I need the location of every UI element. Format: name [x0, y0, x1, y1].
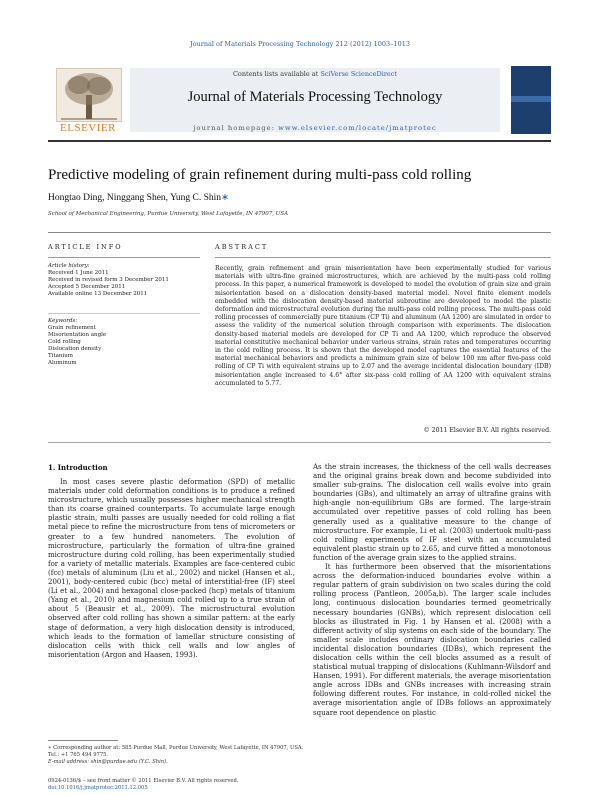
author-list: Hongtao Ding, Ninggang Shen, Yung C. Shin∗: [48, 193, 229, 203]
issn-line: 0924-0136/$ – see front matter © 2011 Elsevier B.V. All rights reserved.: [48, 778, 239, 784]
article-info-rule: [48, 257, 200, 258]
body-column-right: [313, 463, 551, 718]
keywords-label: Keywords:: [48, 318, 78, 324]
history-item: Received 1 June 2011: [48, 270, 109, 276]
abstract-heading: ABSTRACT: [215, 243, 269, 251]
article-info-heading: ARTICLE INFO: [48, 243, 123, 251]
keyword: Titanium: [48, 353, 73, 359]
footnote-rule: [48, 740, 118, 741]
footnote: [48, 745, 308, 765]
history-item: Available online 13 December 2011: [48, 291, 148, 297]
affiliation: School of Mechanical Engineering, Purdue University, West Lafayette, IN 47907, USA: [48, 211, 289, 217]
paragraph: In most cases severe plastic deformation (SPD) of metallic materials under cold deformation conditions is to produce a refined microstructure, which usually possesses higher mechanical strength than its coarse grained counterparts. To accumulate large enough plastic strain, multi passes are usually needed for cold rolling a flat metal piece to refine the microstructure from tens of micrometers or greater to a few hundred nanometers. The evolution of microstructure, particularly the formation of ultra-fine grained microstructure during cold rolling, has been experimentally studied for a variety of metallic materials. Examples are face-centered cubic (fcc) metals of aluminum (Liu et al., 2002) and nickel (Hansen et al., 2001), body-centered cubic (bcc) metal of interstitial-free (IF) steel (Li et al., 2004) and hexagonal close-packed (hcp) metals of titanium (Yang et al., 2010) and magnesium cold rolled up to a true strain of about 5 (Beausir et al., 2009). The microstructural evolution observed after cold rolling has shown a similar pattern: at the early stage of deformation, a very high dislocation density is introduced, which leads to the formation of lamellar structure consisting of dislocation cells with thick cell walls and low angles of misorientation (Argon and Haasen, 1993).: [48, 478, 295, 659]
body-column-left: [48, 478, 295, 660]
introduction-heading: 1. Introduction: [48, 463, 108, 472]
elsevier-tree-logo: [56, 68, 122, 122]
publisher-logo-text: ELSEVIER: [60, 122, 116, 134]
title-rule: [48, 232, 551, 233]
copyright: © 2011 Elsevier B.V. All rights reserved.: [423, 427, 551, 434]
article-history: [48, 263, 200, 298]
doi-link[interactable]: doi:10.1016/j.jmatprotec.2011.12.005: [48, 785, 148, 791]
keyword: Aluminum: [48, 360, 77, 366]
history-label: Article history:: [48, 263, 90, 269]
abstract-rule: [215, 257, 551, 258]
article-info-divider: [48, 313, 200, 314]
homepage-link[interactable]: www.elsevier.com/locate/jmatprotec: [278, 124, 437, 132]
journal-homepage: journal homepage: www.elsevier.com/locate/jmatprotec: [193, 124, 437, 132]
keywords: [48, 318, 200, 367]
front-matter-footer: [48, 778, 308, 792]
keyword: Dislocation density: [48, 346, 102, 352]
journal-reference: Journal of Materials Processing Technology 212 (2012) 1003–1013: [190, 40, 410, 48]
keyword: Misorientation angle: [48, 332, 107, 338]
abstract-text: Recently, grain refinement and grain misorientation have been experimentally studied for various materials with ultra-fine grained microstructures, which are achieved by the multi-pass cold rolling process. In this paper, a numerical framework is developed to model the evolution of grain size and grain misorientation based on a dislocation density-based material model. Novel finite element models embedded with the dislocation density-based material subroutine are developed to model the plastic deformation and microstructural evolution during the multi-pass cold rolling process. The multi-pass cold rolling processes of commercially pure titanium (CP Ti) and aluminum (AA 1200) are simulated in order to assess the validity of the numerical solution through comparison with experiments. The dislocation density-based material models are developed for CP Ti and AA 1200, which reproduce the observed material constitutive mechanical behavior under various strains, strain rates and temperatures occurring in the cold rolling process. It is shown that the developed model captures the essential features of the material mechanical behaviors and predicts a minimum grain size of below 100 nm after five-pass cold rolling of CP Ti with equivalent strains up to 2.07 and the average incidental dislocation boundary (IDB) misorientation angle increased to 4.6° after six-pass cold rolling of AA 1200 with equivalent strains accumulated to 5.77.: [215, 265, 551, 387]
journal-cover-stripe: [511, 96, 551, 102]
corresponding-author-mark[interactable]: ∗: [221, 193, 229, 203]
sciencedirect-link[interactable]: SciVerse ScienceDirect: [320, 70, 398, 78]
paragraph: As the strain increases, the thickness of the cell walls decreases and the original grains break down and become subdivided into smaller sub-grains. The dislocation cell walls evolve into grain boundaries (GBs), and ultimately an array of ultrafine grains with high-angle non-equilibrium GBs are formed. The large-strain accumulated over repetitive passes of cold rolling has been generally used as a qualitative measure to the change of microstructure. For example, Li et al. (2003) undertook multi-pass cold rolling experiments of IF steel with an accumulated equivalent plastic strain up to 2.65, and curve fitted a monotonous function of the average grain sizes to the applied strains.: [313, 463, 551, 562]
contents-line: Contents lists available at SciVerse ScienceDirect: [232, 70, 398, 78]
keyword: Grain refinement: [48, 325, 96, 331]
article-title: Predictive modeling of grain refinement during multi-pass cold rolling: [48, 167, 472, 183]
journal-title: Journal of Materials Processing Technology: [187, 89, 443, 105]
history-item: Received in revised form 3 December 2011: [48, 277, 169, 283]
masthead-rule: [48, 140, 551, 142]
keyword: Cold rolling: [48, 339, 81, 345]
history-item: Accepted 5 December 2011: [48, 284, 126, 290]
corresponding-author-note: ∗ Corresponding author at: 585 Purdue Mall, Purdue University, West Lafayette, IN 47907, USA. Tel.: +1 765 494 9775.: [48, 745, 304, 758]
paragraph: It has furthermore been observed that the misorientations across the deformation-induced boundaries evolve within a regular pattern of grain subdivision on two scales during the cold rolling process (Pantleon, 2005a,b). The larger scale includes long, continuous dislocation boundaries termed geometrically necessary boundaries (GNBs), which represent dislocation cell blocks as illustrated in Fig. 1 by Hansen et al. (2008) with a different activity of slip systems on each side of the boundary. The smaller scale includes ordinary dislocation boundaries called incidental dislocation boundaries (IDBs), which represent the dislocation cells within the cell blocks assumed as a result of statistical mutual trapping of dislocations (Kuhlmann-Wilsdorf and Hansen, 1991). For different materials, the average misorientation angle across IDBs and GNBs increases with increasing strain following different routes. For instance, in cold-rolled nickel the average misorientation angle of IDBs follows an approximately square root dependence on plastic: [313, 563, 551, 717]
abstract-bottom-rule: [48, 442, 551, 443]
email-note: E-mail address: shin@purdue.edu (Y.C. Shin).: [48, 758, 168, 765]
